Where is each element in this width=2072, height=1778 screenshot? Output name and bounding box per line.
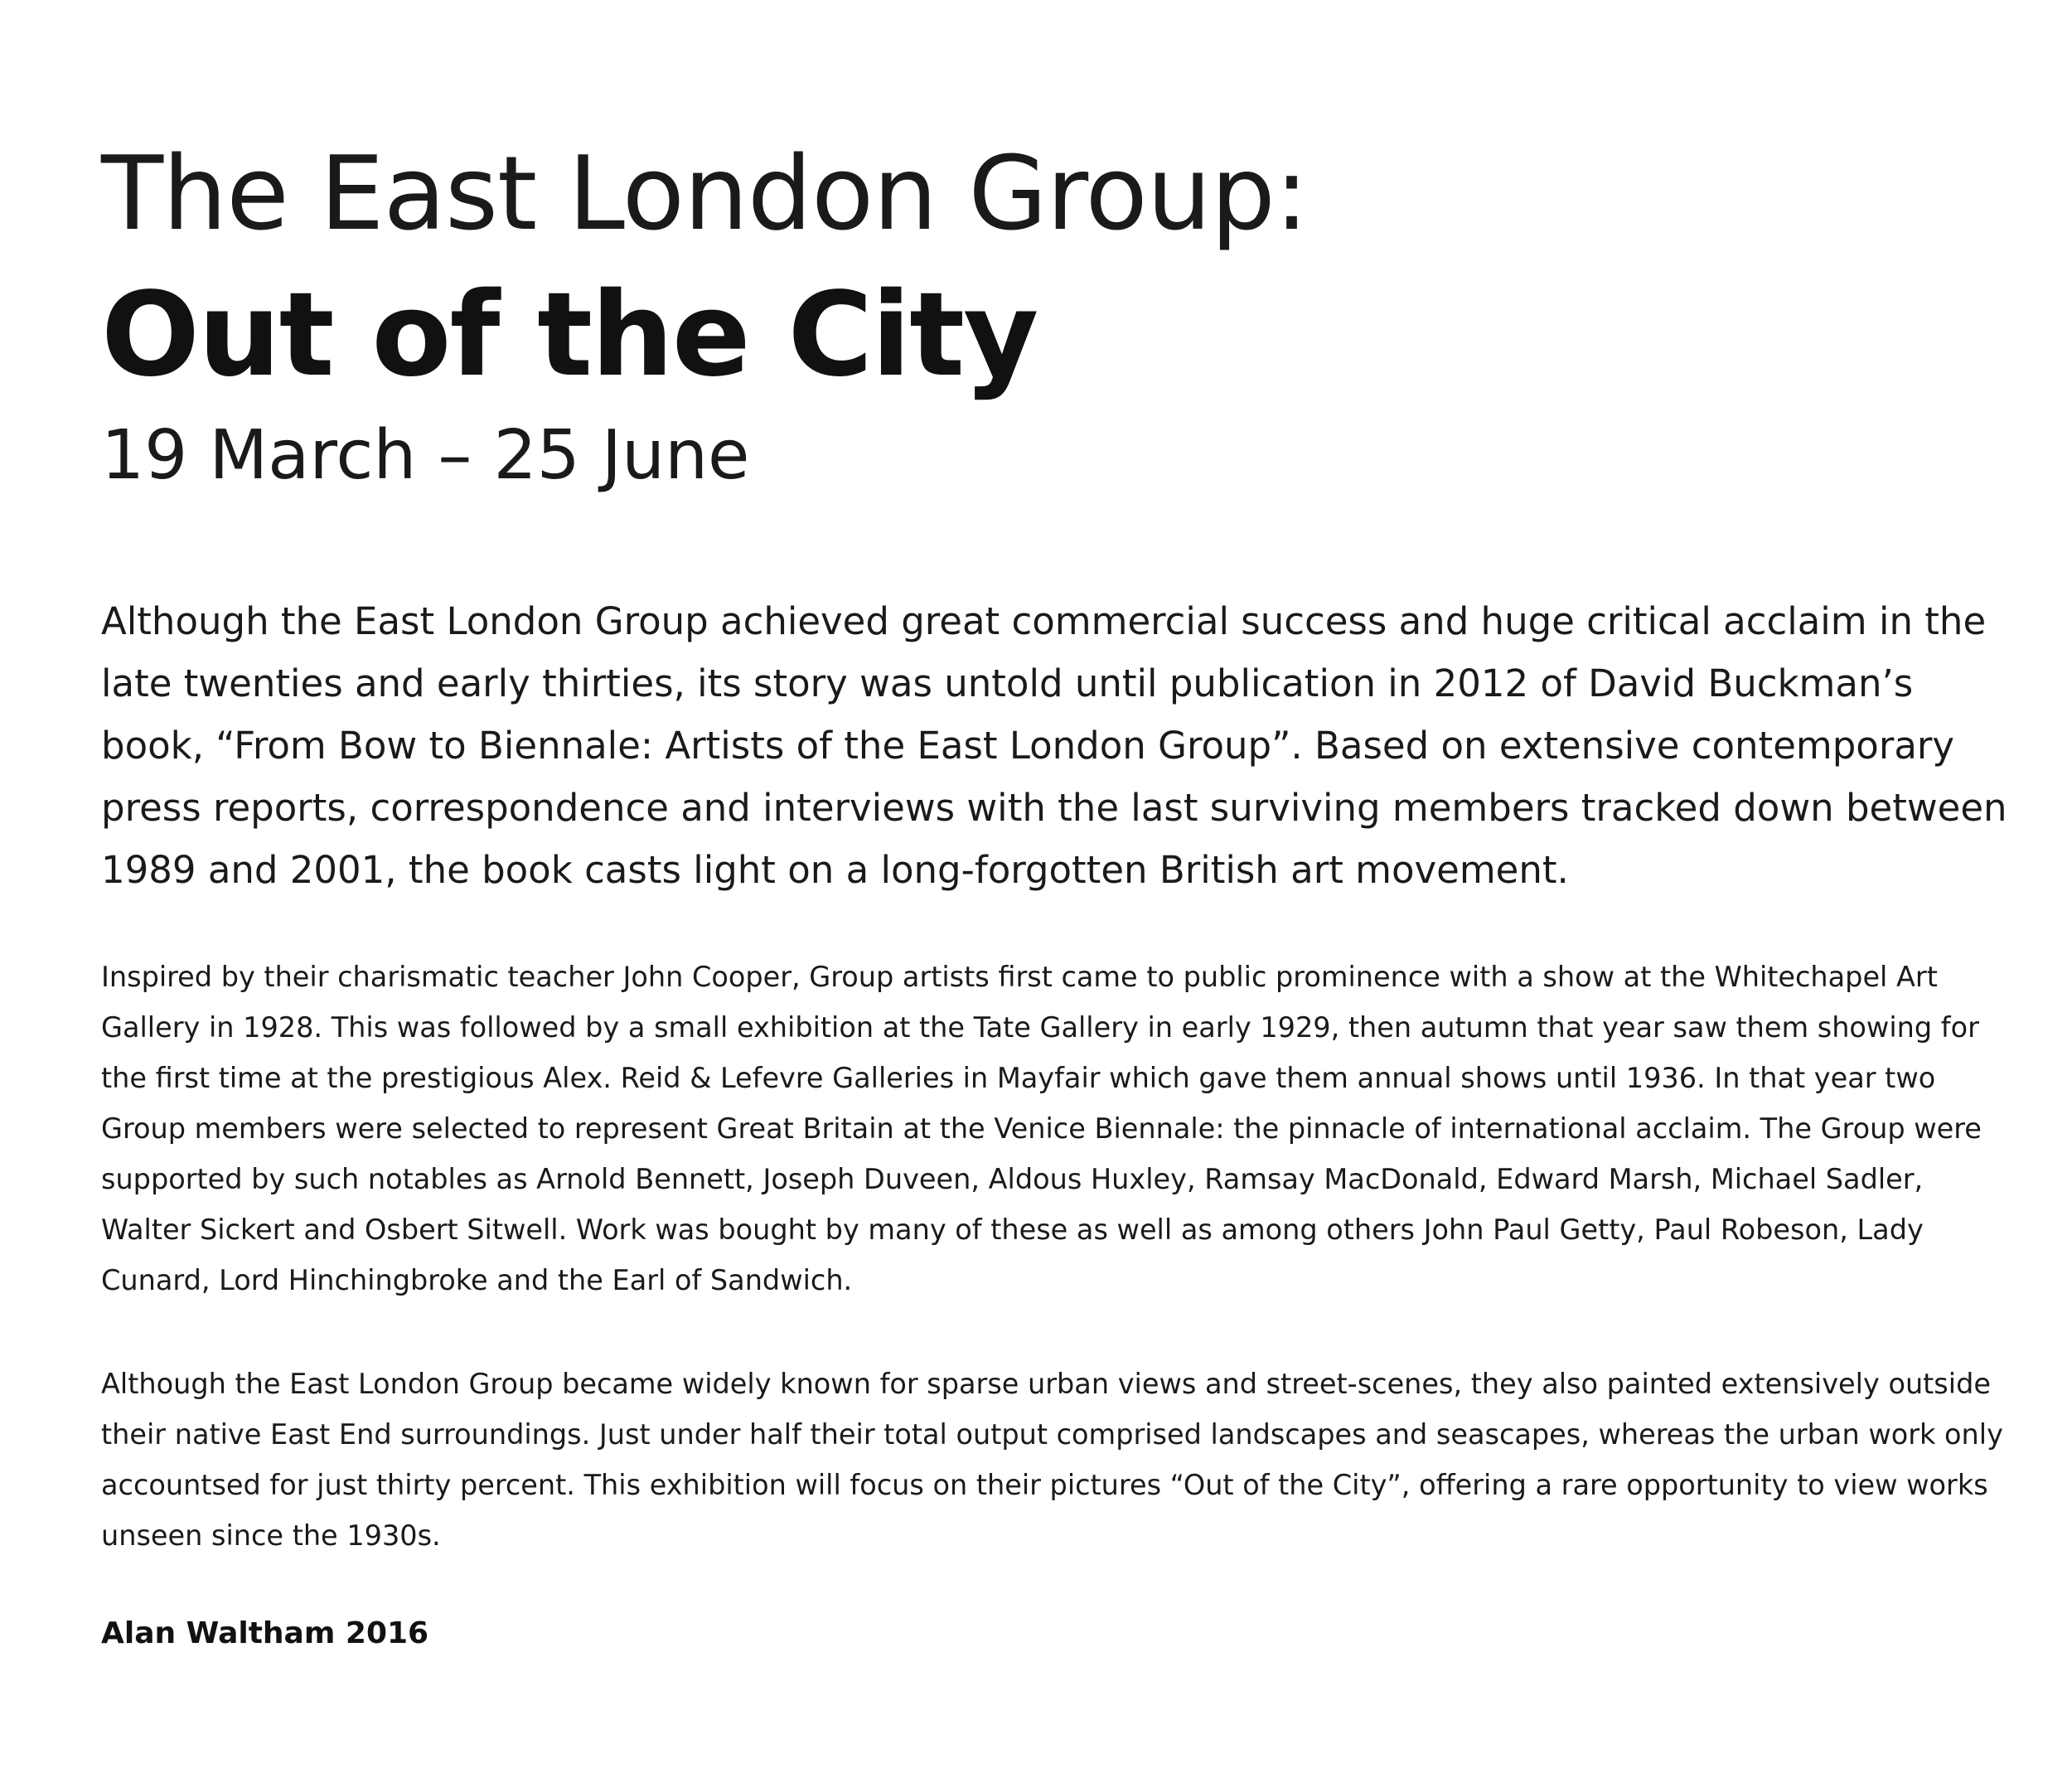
exhibition-dates: 19 March – 25 June — [101, 416, 750, 495]
exhibition-title: The East London Group: — [101, 135, 1309, 254]
body-paragraph-exhibition-focus: Although the East London Group became widely known for sparse urban views and street-scenes, they also painted extensively outside their native East End surroundings. Just under half their total output comprised landscapes and seascapes, whereas the urban work only accountsed for just thirty percent. This exhibition will focus on their pictures “Out of the City”, offering a rare opportunity to view works unseen since the 1930s. — [101, 1368, 2003, 1552]
author-credit: Alan Waltham 2016 — [101, 1616, 429, 1650]
exhibition-subtitle: Out of the City — [101, 268, 1038, 403]
lead-paragraph: Although the East London Group achieved great commercial success and huge critical acclaim in the late twenties and early thirties, its story was untold until publication in 2012 of David Buckman’s book, “From Bow to Biennale: Artists of the East London Group”. Based on extensive contemporary press reports, correspondence and interviews with the last surviving members tracked down between 1989 and 2001, the book casts light on a long-forgotten British art movement. — [101, 599, 2007, 892]
body-paragraph-history: Inspired by their charismatic teacher John Cooper, Group artists first came to public prominence with a show at the Whitechapel Art Gallery in 1928. This was followed by a small exhibition at the Tate Gallery in early 1929, then autumn that year saw them showing for the first time at the prestigious Alex. Reid & Lefevre Galleries in Mayfair which gave them annual shows until 1936. In that year two Group members were selected to represent Great Britain at the Venice Biennale: the pinnacle of international acclaim. The Group were supported by such notables as Arnold Bennett, Joseph Duveen, Aldous Huxley, Ramsay MacDonald, Edward Marsh, Michael Sadler, Walter Sickert and Osbert Sitwell. Work was bought by many of these as well as among others John Paul Getty, Paul Robeson, Lady Cunard, Lord Hinchingbroke and the Earl of Sandwich. — [101, 961, 1982, 1296]
